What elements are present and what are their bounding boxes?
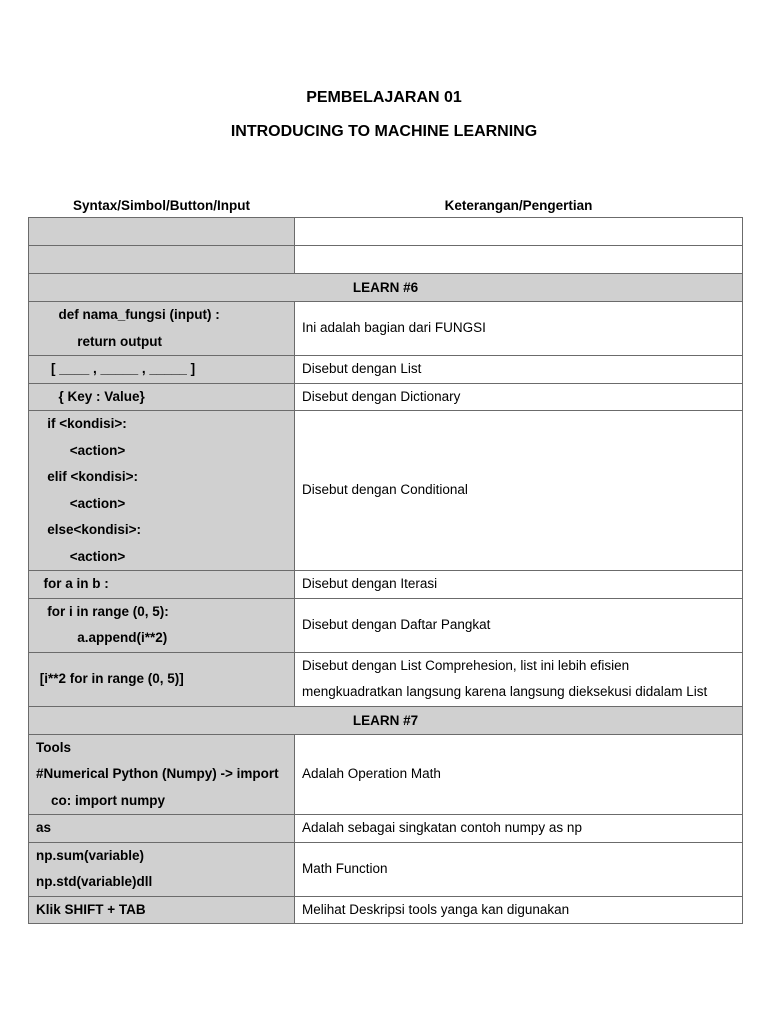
description-cell-line: Disebut dengan Conditional [302, 482, 468, 498]
syntax-cell-line: { Key : Value} [36, 388, 145, 404]
description-cell-line: Adalah Operation Math [302, 766, 441, 781]
page-title: PEMBELAJARAN 01 [306, 89, 462, 106]
syntax-cell [29, 356, 295, 384]
syntax-cell-line: for i in range (0, 5): [36, 603, 169, 619]
syntax-cell [29, 896, 295, 924]
section-label: LEARN #6 [29, 274, 743, 302]
syntax-cell [29, 383, 295, 411]
syntax-cell-line: a.append(i**2) [36, 630, 168, 645]
description-cell-line: Disebut dengan Dictionary [302, 388, 461, 404]
description-cell-line: Math Function [302, 860, 388, 876]
syntax-cell-line: <action> [36, 442, 126, 458]
syntax-cell [29, 598, 295, 652]
table-row [29, 652, 743, 706]
column-header-description: Keterangan/Pengertian [295, 195, 743, 218]
table-body [29, 218, 743, 924]
syntax-cell [29, 842, 295, 896]
description-cell [295, 246, 743, 274]
syntax-cell-line: Tools [36, 739, 71, 755]
syntax-cell [29, 246, 295, 274]
syntax-cell [29, 571, 295, 599]
description-cell [295, 842, 743, 896]
table-row [29, 842, 743, 896]
table-row [29, 411, 743, 571]
section-header-row [29, 274, 743, 302]
syntax-cell-line: for a in b : [36, 576, 109, 591]
table-row [29, 571, 743, 599]
description-cell-line: Disebut dengan List Comprehesion, list ini lebih efisien [302, 657, 630, 673]
syntax-cell [29, 815, 295, 843]
table-row [29, 218, 743, 246]
syntax-cell-line: co: import numpy [36, 792, 166, 808]
description-cell [295, 302, 743, 356]
syntax-cell-line: np.sum(variable) [36, 847, 145, 863]
table-row [29, 815, 743, 843]
description-cell-line: Disebut dengan Iterasi [302, 576, 438, 591]
description-cell-line: Disebut dengan Daftar Pangkat [302, 616, 491, 632]
syntax-cell-line: else<kondisi>: [36, 522, 142, 537]
description-cell-line: Melihat Deskripsi tools yanga kan digunakan [302, 901, 570, 917]
description-cell-line: Disebut dengan List [302, 361, 422, 376]
syntax-cell-line: [i**2 for in range (0, 5)] [36, 670, 184, 686]
table-row [29, 356, 743, 384]
syntax-cell [29, 652, 295, 706]
table-row [29, 302, 743, 356]
syntax-table [28, 195, 743, 924]
syntax-cell [29, 302, 295, 356]
syntax-cell-line: [ ____ , _____ , _____ ] [36, 361, 196, 376]
syntax-cell-line: elif <kondisi>: [36, 469, 139, 484]
section-label: LEARN #7 [29, 706, 743, 734]
syntax-cell-line: Klik SHIFT + TAB [36, 901, 146, 917]
description-cell-line: mengkuadratkan langsung karena langsung dieksekusi didalam List [302, 684, 708, 699]
table-row [29, 246, 743, 274]
syntax-cell-line: <action> [36, 548, 126, 564]
description-cell [295, 218, 743, 246]
description-cell [295, 598, 743, 652]
syntax-cell-line: if <kondisi>: [36, 416, 127, 431]
syntax-cell [29, 734, 295, 815]
section-header-row [29, 706, 743, 734]
page-subtitle: INTRODUCING TO MACHINE LEARNING [230, 123, 538, 140]
description-cell [295, 356, 743, 384]
description-cell-line: Ini adalah bagian dari FUNGSI [302, 320, 486, 336]
table-row [29, 734, 743, 815]
table-row [29, 383, 743, 411]
syntax-cell [29, 218, 295, 246]
column-header-syntax: Syntax/Simbol/Button/Input [29, 195, 295, 218]
syntax-cell-line: <action> [36, 495, 126, 511]
description-cell [295, 896, 743, 924]
table-row [29, 598, 743, 652]
description-cell [295, 652, 743, 706]
table-row [29, 896, 743, 924]
syntax-cell [29, 411, 295, 571]
syntax-cell-line: #Numerical Python (Numpy) -> import [36, 766, 279, 781]
syntax-cell-line: as [36, 820, 52, 835]
table-header-row [29, 195, 743, 218]
description-cell [295, 815, 743, 843]
syntax-cell-line: np.std(variable)dll [36, 874, 153, 889]
description-cell [295, 383, 743, 411]
description-cell [295, 411, 743, 571]
syntax-cell-line: return output [36, 333, 162, 349]
description-cell [295, 571, 743, 599]
description-cell [295, 734, 743, 815]
syntax-cell-line: def nama_fungsi (input) : [36, 307, 220, 322]
description-cell-line: Adalah sebagai singkatan contoh numpy as np [302, 820, 582, 835]
